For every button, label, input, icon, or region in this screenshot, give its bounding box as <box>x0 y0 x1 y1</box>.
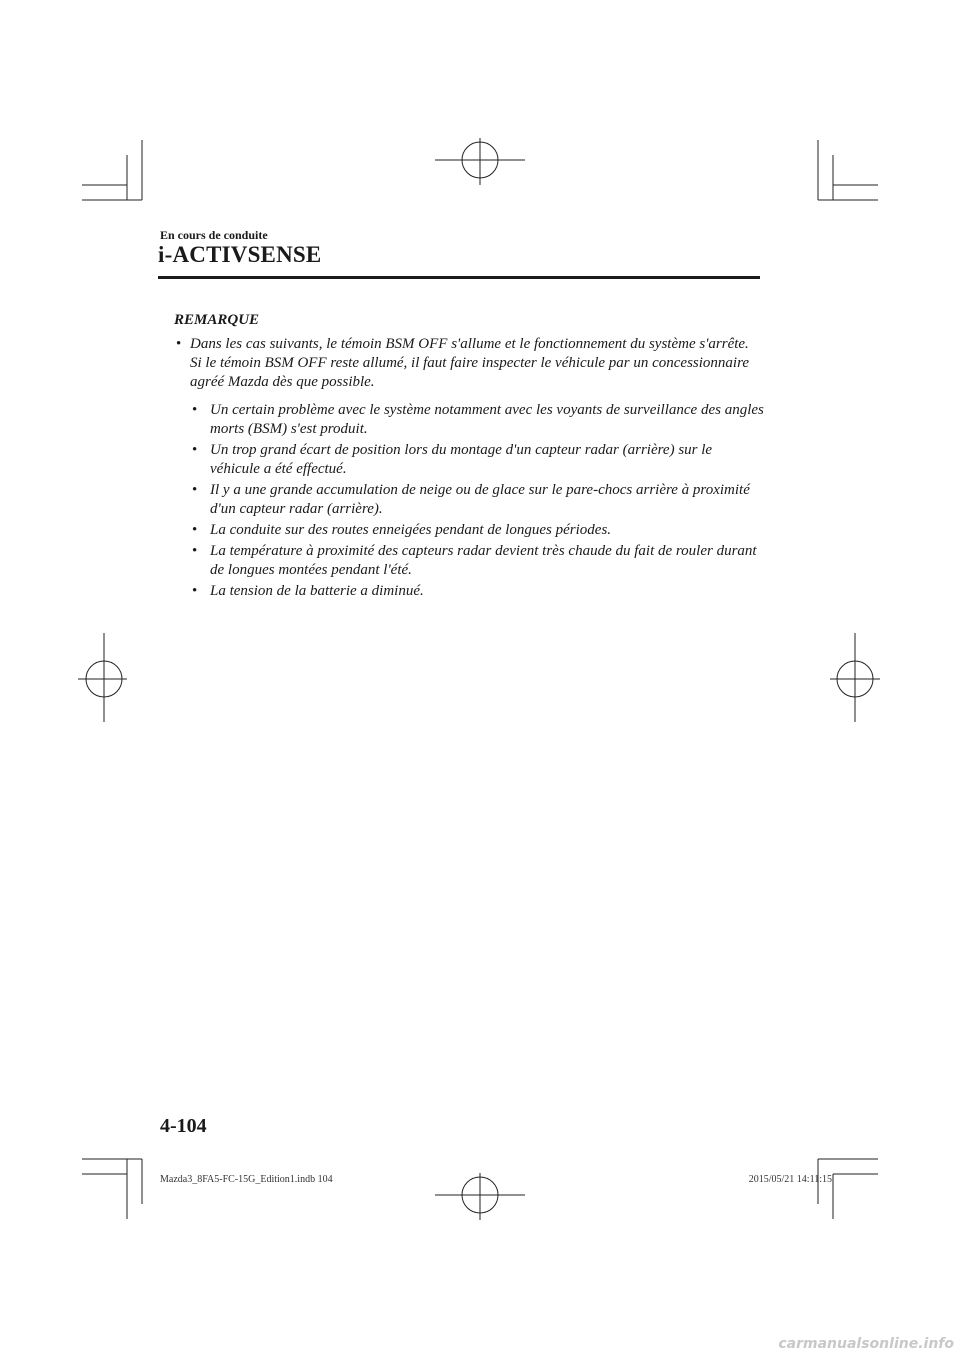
section-title: En cours de conduite <box>160 228 268 242</box>
note-title: REMARQUE <box>174 312 260 328</box>
bullet-icon: • <box>176 336 182 352</box>
list-item: • Il y a une grande accumulation de neige ou de glace sur le pare-chocs arrière à proximité d'un capteur radar (arrière). <box>192 482 750 517</box>
bullet-icon: • <box>192 482 198 498</box>
registration-mark-icon <box>435 138 525 185</box>
list-item: • Un trop grand écart de position lors du montage d'un capteur radar (arrière) sur le véhicule a été effectué. <box>192 442 713 477</box>
list-item: • Un certain problème avec le système notamment avec les voyants de surveillance des angles morts (BSM) s'est produit. <box>192 402 764 437</box>
footer-timestamp: 2015/05/21 14:11:15 <box>748 1174 832 1185</box>
crop-mark-icon <box>82 140 142 200</box>
bullet-icon: • <box>192 583 198 599</box>
note-body <box>174 335 764 603</box>
crop-mark-icon <box>82 1159 142 1219</box>
watermark: carmanualsonline.info <box>778 1336 954 1352</box>
page-number: 4-104 <box>160 1115 207 1137</box>
list-item: • La température à proximité des capteurs radar devient très chaude du fait de rouler durant de longues montées pendant l'été. <box>192 543 757 578</box>
bullet-icon: • <box>192 402 198 418</box>
footer-file: Mazda3_8FA5-FC-15G_Edition1.indb 104 <box>160 1174 333 1185</box>
list-item: • La tension de la batterie a diminué. <box>192 583 424 599</box>
registration-mark-icon <box>435 1173 525 1220</box>
note-intro-text: Dans les cas suivants, le témoin BSM OFF s'allume et le fonctionnement du système s'arrête. Si le témoin BSM OFF reste allumé, il faut faire inspecter le véhicule par un concessionnaire agréé Mazda dès que possible. <box>190 336 750 390</box>
note-intro <box>174 335 764 392</box>
bullet-icon: • <box>192 543 198 559</box>
registration-mark-icon <box>830 633 880 722</box>
bullet-icon: • <box>192 522 198 538</box>
bullet-icon: • <box>192 442 198 458</box>
list-item: • La conduite sur des routes enneigées pendant de longues périodes. <box>192 522 612 538</box>
chapter-title: i-ACTIVSENSE <box>158 242 322 267</box>
registration-mark-icon <box>78 633 127 722</box>
condition-list <box>174 401 764 601</box>
crop-mark-icon <box>818 140 878 200</box>
header-divider <box>158 276 760 279</box>
crop-mark-icon <box>818 1159 878 1219</box>
